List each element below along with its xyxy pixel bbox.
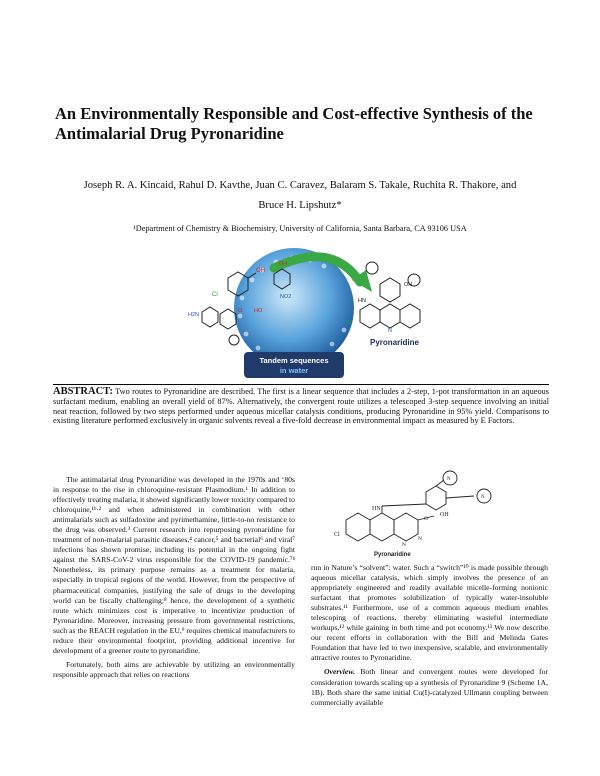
struct-hn: HN [372,506,381,512]
left-column [53,475,295,680]
atom-h2n: H2N [188,312,200,318]
atom-no2: NO2 [280,294,292,300]
struct-label: Pyronaridine [374,552,411,558]
pyronaridine-structure [316,470,496,558]
struct-n4: N [418,536,422,542]
right-column [311,563,548,708]
abstract-block [53,384,549,426]
atom-ho: HO [254,308,263,314]
product-oh: OH [404,282,413,288]
banner-line-1: Tandem sequences [259,356,329,365]
struct-n3: N [402,542,406,548]
struct-cl: Cl [334,532,340,538]
overview-heading: Overview. [324,667,356,677]
struct-o: O [424,516,428,522]
product-label: Pyronaridine [370,338,419,347]
left-paragraph-1: The antimalarial drug Pyronaridine was developed in the 1970s and ‘80s in response to the rise in chloroquine-resistant Plasmodium.¹ In addition to effectively treating malaria, it showed significantly lower toxicity compared to chloroquine,¹ᵇ·² and when administered in combination with other antimalarials such as sulfadoxine and pyrimethamine, little-to-no resistance to the drug was observed.³ Current research into repurposing pyronaridine for treatment of non-malarial parasitic diseases,⁴ cancer,⁵ and bacterial⁶ and viral⁷ infections has shown promise, including its potential in the ongoing fight against the SARS-CoV-2 virus responsible for the COVID-19 pandemic.⁷ᵇ Nonetheless, its primary purpose remains as a treatment for malaria, especially in tropical regions of the world. However, from the perspective of pharmaceutical companies, justifying the sale of drugs to the developing world can be fiscally challenging;⁸ hence, the development of a synthetic route which minimizes cost is imperative to incentivize production of Pyronaridine. Moreover, increasing pressure from governmental restrictions, such as the REACH regulation in the EU,⁹ requires chemical manufacturers to reduce their environmental footprint, providing additional incentive for development of a greener route to pyronaridine. [53,475,295,655]
reactant-3 [202,307,239,345]
paper-title: An Environmentally Responsible and Cost-effective Synthesis of the Antimalarial Drug Pyronaridine [55,104,533,143]
atom-o: O [238,308,243,314]
atom-oh: OH [256,268,265,274]
abstract-text: Two routes to Pyronaridine are described. The first is a linear sequence that includes a 2-step, 1-pot transformation in an aqueous surfactant medium, enabling an overall yield of 87%. Alternatively, the convergent route utilizes a telescoped 3-step sequence involving an initial neat reaction, followed by two steps performed under aqueous micellar catalysis conditions, producing Pyronaridine in 95% yield. Comparisons to existing literature performed exclusively in organic solvents reveal a five-fold decrease in environmental impact as measured by E Factors. [53,387,549,426]
affiliation: ¹Department of Chemistry & Biochemistry, University of California, Santa Barbara, CA 93106 USA [133,224,467,233]
product-n: N [388,328,392,334]
product-cl: Cl [346,320,352,326]
banner-line-2: in water [279,366,309,375]
struct-n2: N [481,495,485,500]
water-droplet [234,248,354,368]
atom-hn: HN [358,298,366,304]
right-paragraph-1: run in Nature’s “solvent”: water. Such a “switch”¹⁰ is made possible through aqueous micellar catalysis, which simply involves the presence of an appropriately engineered and readily available micelle-forming nonionic surfactant that promotes solubilization of typically water-insoluble substrates.¹¹ Furthermore, use of a common aqueous medium enables telescoping of reactions, thereby eliminating wasteful intermediate workups,¹² while gaining in both time and pot economy.¹³ We now describe our recent efforts in collaboration with the Bill and Melinda Gates Foundation that have led to two inexpensive, scalable, and environmentally attractive routes to Pyronaridine. [311,563,548,663]
overview-text: Both linear and convergent routes were developed for consideration towards scaling up a synthesis of Pyronaridine 9 (Scheme 1A, 1B). Both share the same initial Cu(I)-catalyzed Ullmann coupling between commercially available [311,667,549,707]
left-paragraph-2: Fortunately, both aims are achievable by utilizing an environmentally responsible approach that relies on reactions [53,659,295,679]
right-paragraph-2 [311,667,548,707]
authors-line-1: Joseph R. A. Kincaid, Rahul D. Kavthe, Juan C. Caravez, Balaram S. Takale, Ruchita R. Thakore, and [83,180,517,191]
toc-graphic [182,240,422,380]
atom-oh-2: OH [279,261,288,267]
abstract-heading: ABSTRACT: [53,386,113,397]
authors-line-2: Bruce H. Lipshutz* [258,200,342,211]
struct-oh: OH [440,512,449,518]
product-structure [360,262,420,328]
struct-n1: N [447,477,451,482]
atom-cl: Cl [212,292,218,298]
